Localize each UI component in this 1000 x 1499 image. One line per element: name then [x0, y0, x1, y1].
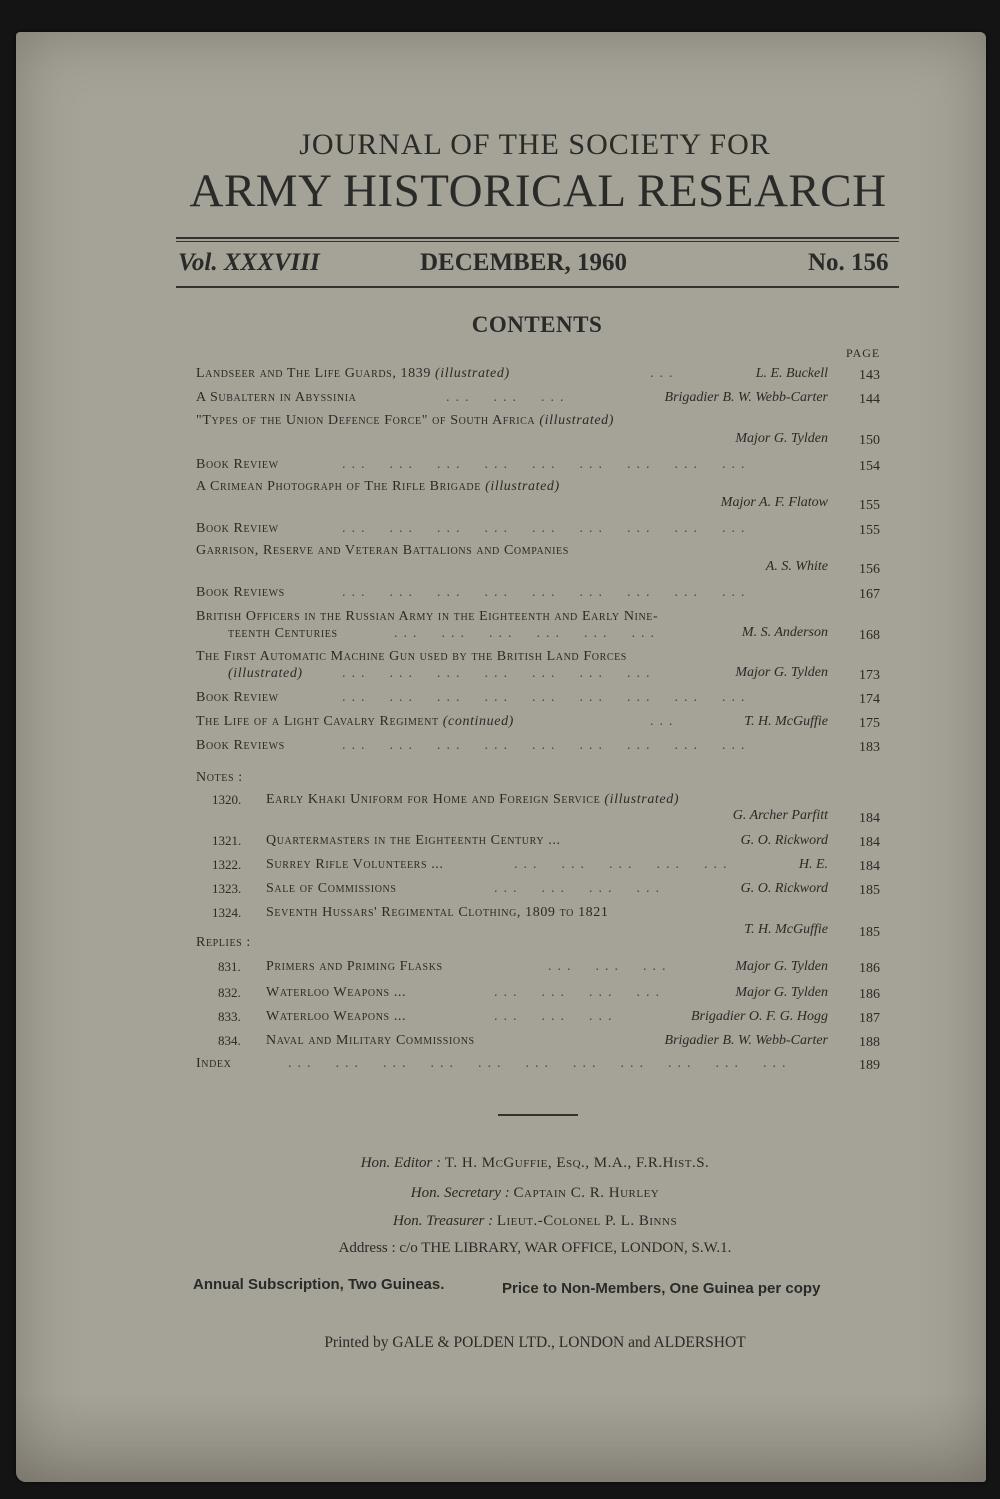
leader-dots: ... ... ... ... ... ... ... ... ... — [342, 457, 751, 472]
entry-page: 184 — [859, 811, 880, 826]
replies-label: Replies : — [196, 935, 251, 950]
entry-page: 184 — [859, 859, 880, 874]
masthead-rule-top — [176, 237, 899, 239]
entry-page: 175 — [859, 716, 880, 731]
leader-dots: ... ... ... ... ... ... ... ... ... — [342, 521, 751, 536]
note-entry — [196, 792, 886, 832]
contents-entry — [196, 738, 886, 758]
page-column-label: PAGE — [846, 346, 881, 360]
note-number: 1323. — [212, 881, 242, 896]
entry-page: 173 — [859, 668, 880, 683]
contents-entry — [196, 413, 886, 453]
contents-entry — [196, 390, 886, 410]
entry-author: T. H. McGuffie — [744, 922, 828, 937]
entry-author: M. S. Anderson — [741, 625, 828, 640]
entry-author: Major G. Tylden — [735, 985, 828, 1000]
treasurer-line: Hon. Treasurer : Lieut.-Colonel P. L. Binns — [392, 1213, 678, 1229]
contents-heading: CONTENTS — [471, 312, 603, 337]
entry-title: Book Reviews — [196, 585, 285, 600]
reply-entry — [196, 959, 886, 979]
leader-dots: ... ... ... ... ... ... ... ... ... — [342, 690, 751, 705]
secretary-line: Hon. Secretary : Captain C. R. Hurley — [410, 1185, 660, 1201]
entry-page: 188 — [859, 1035, 880, 1050]
journal-title-line1: JOURNAL OF THE SOCIETY FOR — [299, 128, 771, 161]
entry-page: 185 — [859, 883, 880, 898]
entry-title: Waterloo Weapons ... — [266, 985, 407, 1000]
entry-page: 144 — [859, 392, 880, 407]
reply-entry — [196, 985, 886, 1005]
entry-page: 186 — [859, 961, 880, 976]
entry-title: Primers and Priming Flasks — [266, 959, 443, 974]
entry-author: Brigadier O. F. G. Hogg — [690, 1009, 828, 1024]
note-number: 1322. — [212, 857, 242, 872]
note-entry — [196, 857, 886, 877]
note-entry — [196, 833, 886, 853]
contents-entry — [196, 366, 886, 386]
entry-page: 150 — [859, 433, 880, 448]
note-number: 1321. — [212, 833, 242, 848]
entry-author: A. S. White — [765, 559, 828, 574]
entry-page: 167 — [859, 587, 880, 602]
note-number: 1320. — [212, 792, 242, 807]
entry-title: Book Review — [196, 690, 279, 705]
price-text: Price to Non-Members, One Guinea per copy — [502, 1280, 821, 1297]
entry-author: Major A. F. Flatow — [720, 495, 828, 510]
leader-dots: ... ... ... ... — [494, 881, 665, 896]
entry-author: Brigadier B. W. Webb-Carter — [664, 390, 828, 405]
contents-entry — [196, 609, 886, 649]
note-entry — [196, 905, 886, 945]
entry-title: Naval and Military Commissions — [266, 1033, 475, 1048]
entry-title: Book Review — [196, 457, 279, 472]
reply-entry — [196, 1033, 886, 1053]
entry-title: The First Automatic Machine Gun used by the British Land Forces — [196, 649, 627, 664]
leader-dots: ... ... ... — [548, 959, 672, 974]
entry-title: "Types of the Union Defence Force" of South Africa (illustrated) — [196, 413, 615, 428]
leader-dots: ... ... ... ... ... ... ... ... ... — [342, 585, 751, 600]
contents-entry — [196, 543, 886, 583]
reply-entry — [196, 1009, 886, 1029]
leader-dots: ... ... ... ... — [494, 985, 665, 1000]
entry-author: Major G. Tylden — [735, 959, 828, 974]
reply-number: 832. — [218, 985, 241, 1000]
volume-label: Vol. XXXVIII — [178, 249, 320, 276]
issue-number: No. 156 — [808, 249, 889, 276]
entry-page: 186 — [859, 987, 880, 1002]
note-entry — [196, 881, 886, 901]
notes-label: Notes : — [196, 770, 243, 785]
entry-page: 174 — [859, 692, 880, 707]
entry-page: 143 — [859, 368, 880, 383]
entry-title: A Crimean Photograph of The Rifle Brigade (illustrated) — [196, 479, 560, 494]
reply-number: 834. — [218, 1033, 241, 1048]
contents-entry — [196, 714, 886, 734]
entry-author: T. H. McGuffie — [744, 714, 828, 729]
entry-title: Book Reviews — [196, 738, 285, 753]
leader-dots: ... ... ... — [446, 390, 570, 405]
journal-title-line2: ARMY HISTORICAL RESEARCH — [189, 165, 887, 217]
entry-title: Waterloo Weapons ... — [266, 1009, 407, 1024]
entry-page: 155 — [859, 498, 880, 513]
entry-author: G. O. Rickword — [740, 881, 828, 896]
entry-page: 189 — [859, 1058, 880, 1073]
entry-author: L. E. Buckell — [755, 366, 828, 381]
note-number: 1324. — [212, 905, 242, 920]
entry-title: Sale of Commissions — [266, 881, 397, 896]
leader-dots: ... ... ... ... ... — [514, 857, 733, 872]
entry-author: H. E. — [798, 857, 828, 872]
entry-title: A Subaltern in Abyssinia — [196, 390, 357, 405]
entry-title: Quartermasters in the Eighteenth Century ... — [266, 833, 561, 848]
leader-dots: ... ... ... ... ... ... — [394, 626, 660, 641]
entry-page: 184 — [859, 835, 880, 850]
entry-page: 185 — [859, 925, 880, 940]
contents-entry — [196, 521, 886, 541]
contents-entry — [196, 457, 886, 477]
entry-page: 154 — [859, 459, 880, 474]
contents-entry — [196, 479, 886, 519]
leader-dots: ... ... ... — [494, 1009, 618, 1024]
entry-page: 168 — [859, 628, 880, 643]
masthead-rule-top-thin — [176, 241, 899, 242]
entry-author: Major G. Tylden — [735, 665, 828, 680]
contents-entry — [196, 585, 886, 605]
printer-line: Printed by GALE & POLDEN LTD., LONDON and ALDERSHOT — [324, 1334, 746, 1351]
entry-title: Book Review — [196, 521, 279, 536]
entry-title: Landseer and The Life Guards, 1839 (illustrated) — [196, 366, 510, 381]
entry-page: 156 — [859, 562, 880, 577]
entry-author: Brigadier B. W. Webb-Carter — [664, 1033, 828, 1048]
entry-title: Garrison, Reserve and Veteran Battalions and Companies — [196, 543, 569, 558]
editor-line: Hon. Editor : T. H. McGuffie, Esq., M.A., F.R.Hist.S. — [360, 1155, 710, 1171]
contents-entry — [196, 649, 886, 689]
leader-dots: ... — [650, 714, 679, 729]
entry-author: Major G. Tylden — [735, 431, 828, 446]
entry-title: British Officers in the Russian Army in the Eighteenth and Early Nine- — [196, 609, 659, 624]
entry-title-continued: teenth Centuries — [228, 626, 338, 641]
leader-dots: ... ... ... ... ... ... ... ... ... — [342, 738, 751, 753]
issue-date: DECEMBER, 1960 — [420, 249, 627, 276]
entry-title: The Life of a Light Cavalry Regiment (continued) — [196, 714, 514, 729]
index-entry — [196, 1056, 886, 1076]
entry-page: 183 — [859, 740, 880, 755]
leader-dots: ... — [650, 366, 679, 381]
entry-title: Seventh Hussars' Regimental Clothing, 1809 to 1821 — [266, 905, 609, 920]
contents-entry — [196, 690, 886, 710]
address-line: Address : c/o THE LIBRARY, WAR OFFICE, LONDON, S.W.1. — [338, 1240, 732, 1256]
reply-number: 833. — [218, 1009, 241, 1024]
section-divider — [498, 1114, 578, 1116]
entry-title: Early Khaki Uniform for Home and Foreign Service (illustrated) — [266, 792, 680, 807]
masthead-rule-bottom — [176, 286, 899, 288]
entry-title: Surrey Rifle Volunteers ... — [266, 857, 444, 872]
entry-title: Index — [196, 1056, 232, 1071]
entry-title-continued: (illustrated) — [228, 666, 303, 681]
entry-page: 155 — [859, 523, 880, 538]
leader-dots: ... ... ... ... ... ... ... — [342, 666, 656, 681]
entry-author: G. Archer Parfitt — [732, 808, 828, 823]
entry-author: G. O. Rickword — [740, 833, 828, 848]
entry-page: 187 — [859, 1011, 880, 1026]
reply-number: 831. — [218, 959, 241, 974]
leader-dots: ... ... ... ... ... ... ... ... ... ... ... — [288, 1056, 792, 1071]
subscription-text: Annual Subscription, Two Guineas. — [193, 1276, 445, 1293]
